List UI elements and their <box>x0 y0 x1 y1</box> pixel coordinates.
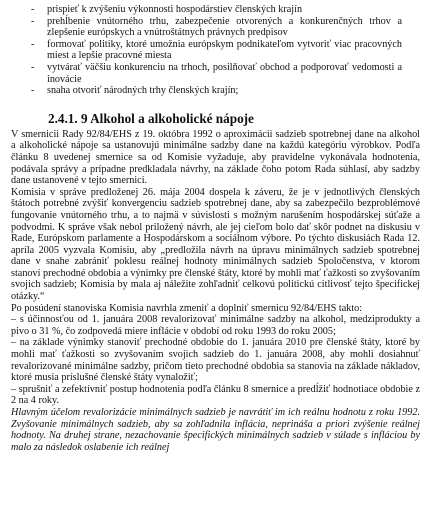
list-item: - formovať politiky, ktoré umožnia európskym podnikateľom vytvoriť viac pracovných miest a lepšie pracovné miesta <box>31 39 402 62</box>
paragraph: Po posúdení stanoviska Komisia navrhla zmeniť a doplniť smernicu 92/84/EHS takto: <box>11 302 363 314</box>
objectives-list <box>31 4 402 97</box>
dash-item: – s účinnosťou od 1. januára 2008 revalorizovať minimálne sadzby na alkohol, medziprodukty a pivo o 31 %, čo zodpovedá miere inflácie v období od roku 1993 do roku 2005; <box>11 314 420 337</box>
section-heading: 2.4.1. 9 Alkohol a alkoholické nápoje <box>48 110 254 126</box>
list-item: - prehĺbenie vnútorného trhu, zabezpečenie otvorených a konkurenčných trhov a zlepšenie európskych a vnútroštátnych právnych predpisov <box>31 16 402 39</box>
body-text <box>11 129 420 454</box>
list-item: - snaha otvoriť národných trhy členských krajín; <box>31 85 402 97</box>
dash-item: – sprušniť a zefektívniť postup hodnotenia podľa článku 8 smernice a predĺžiť hodnotiace obdobie z 2 na 4 roky. <box>11 383 420 407</box>
final-paragraph: Hlavným účelom revalorizácie minimálnych sadzieb je navrátiť im ich reálnu hodnotu z roku 1992. Zvyšovanie minimálnych sadzieb, aby sa zohľadnila inflácia, neprináša a priori zvýšenie reálnej hodnoty. Na druhej strane, nezachovanie špecifických minimálnych sadzieb v súlade s infláciou by malo za následok oslabenie ich reálnej <box>11 407 420 453</box>
list-item: - prispieť k zvýšeniu výkonnosti hospodárstiev členských krajín <box>31 4 402 16</box>
dash-item: – na základe výnimky stanoviť prechodné obdobie do 1. januára 2010 pre členské štáty, ktoré by mohli mať ťažkosti so zvyšovaním svojich sadzieb do 1. januára 2008, aby mohli dosiahnuť revalorizované minimálne sadzby, pričom tieto prechodné obdobia sa stanovia na základe nákladov, ktoré musia príslušné členské štáty vynaložiť; <box>11 337 420 384</box>
list-item: - vytvárať väčšiu konkurenciu na trhoch, posilňovať obchod a podporovať vedomosti a inovácie <box>31 62 402 85</box>
paragraph: Komisia v správe predloženej 26. mája 2004 dospela k záveru, že je v jednotlivých členských štátoch potrebné zvýšiť konvergenciu sadzieb spotrebnej dane, aby sa zabezpečilo bezproblémové fungovanie vnútorného trhu, a to najmä v súvislosti s možným narušením hospodárskej súťaže a podvodmi. K správe však nebol priložený návrh, ale jej cieľom bolo dať skôr podnet na diskusiu v Rade, Európskom parlamente a Hospodárskom a sociálnom výbore. Po týchto diskusiách Rada 12. apríla 2005 vyzvala Komisiu, aby „predložila návrh na úpravu minimálnych sadzieb spotrebnej dane v snahe zabrániť poklesu reálnej hodnoty minimálnych sadzieb Spoločenstva, v ktorom stanoví prechodné obdobia a výnimky pre členské štáty, ktoré by mohli mať ťažkosti so zvyšovaním svojich sadzieb; Komisia by mala aj náležite zohľadniť celkovú politickú citlivosť tejto špecifickej otázky.“ <box>11 186 420 303</box>
paragraph: V smernicii Rady 92/84/EHS z 19. októbra 1992 o aproximácii sadzieb spotrebnej dane na alkohol a alkoholické nápoje sa ustanovujú minimálne sadzby dane na každú kategóriu výrobkov. Podľa článku 8 uvedenej smernice sa od Komisie vyžaduje, aby pravidelne vykonávala hodnotenia, podávala správy a prípadne predkladala návrhy, na základe čoho potom Rada súhlasí, aby sadzby dane ustanovené v tejto smernici. <box>11 128 420 187</box>
